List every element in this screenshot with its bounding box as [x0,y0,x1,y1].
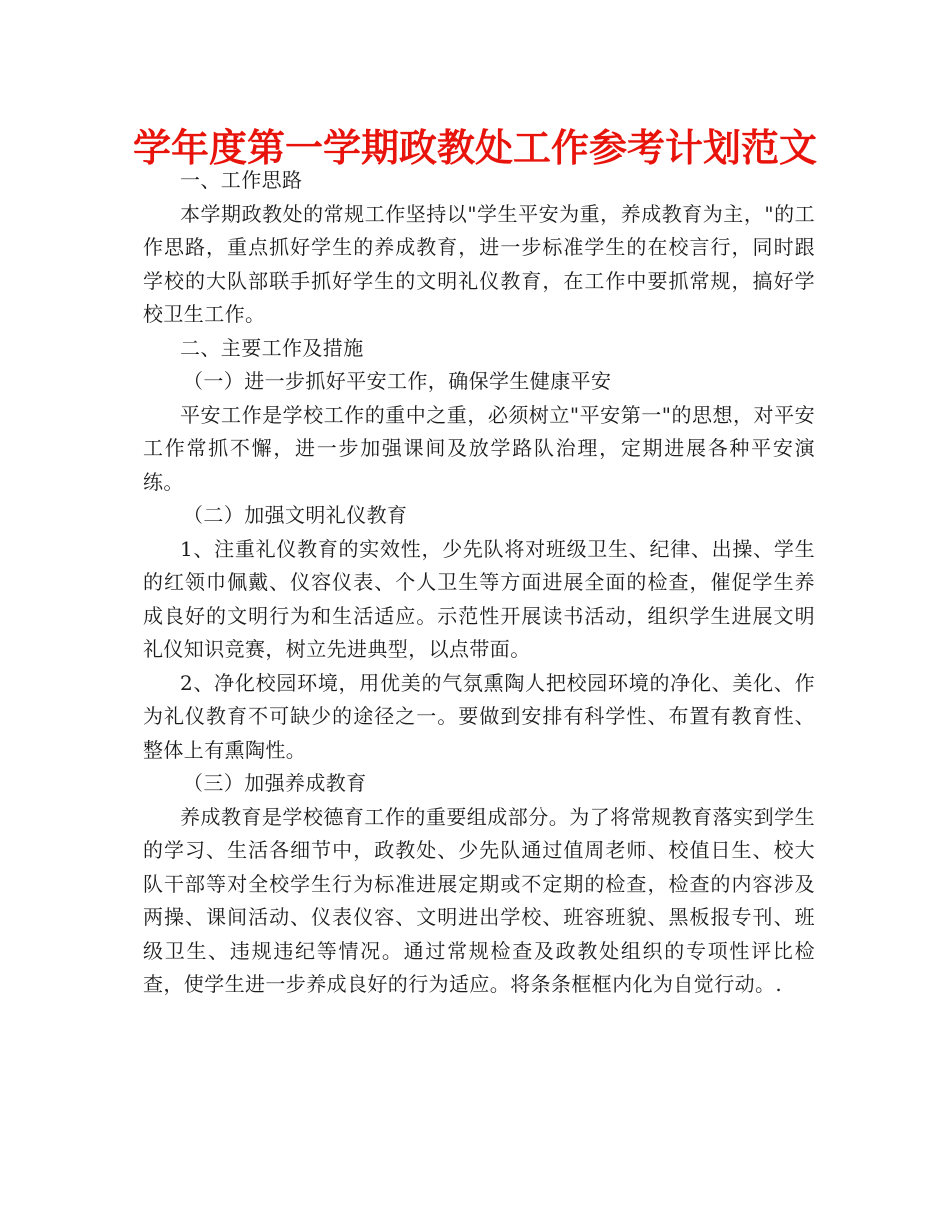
section-heading-1: 一、工作思路 [180,168,303,192]
subsection-heading-3: （三）加强养成教育 [183,771,367,795]
paragraph-1: 本学期政教处的常规工作坚持以"学生平安为重，养成教育为主，"的工作思路，重点抓好学生的养成教育，进一步标准学生的在校言行，同时跟学校的大队部联手抓好学生的文明礼仪教育，在工作中要抓常规，搞好学校卫生工作。 [143,201,815,326]
document-title: 学年度第一学期政教处工作参考计划范文 [132,126,817,170]
subsection-heading-2: （二）加强文明礼仪教育 [183,503,408,527]
paragraph-3: 1、注重礼仪教育的实效性，少先队将对班级卫生、纪律、出操、学生的红领巾佩戴、仪容仪表、个人卫生等方面进展全面的检查，催促学生养成良好的文明行为和生活适应。示范性开展读书活动，组织学生进展文明礼仪知识竞赛，树立先进典型，以点带面。 [143,536,815,661]
subsection-heading-1: （一）进一步抓好平安工作，确保学生健康平安 [183,369,612,393]
section-heading-2: 二、主要工作及措施 [180,335,364,360]
document-body [143,164,815,1002]
paragraph-5: 养成教育是学校德育工作的重要组成部分。为了将常规教育落实到学生的学习、生活各细节中，政教处、少先队通过值周老师、校值日生、校大队干部等对全校学生行为标准进展定期或不定期的检查，检查的内容涉及两操、课间活动、仪表仪容、文明进出学校、班容班貌、黑板报专刊、班级卫生、违规违纪等情况。通过常规检查及政教处组织的专项性评比检查，使学生进一步养成良好的行为适应。将条条框框内化为自觉行动。. [143,804,815,996]
paragraph-2: 平安工作是学校工作的重中之重，必须树立"平安第一"的思想，对平安工作常抓不懈，进一步加强课间及放学路队治理，定期进展各种平安演练。 [143,402,815,494]
paragraph-4: 2、净化校园环境，用优美的气氛熏陶人把校园环境的净化、美化、作为礼仪教育不可缺少的途径之一。要做到安排有科学性、布置有教育性、整体上有熏陶性。 [143,670,815,762]
